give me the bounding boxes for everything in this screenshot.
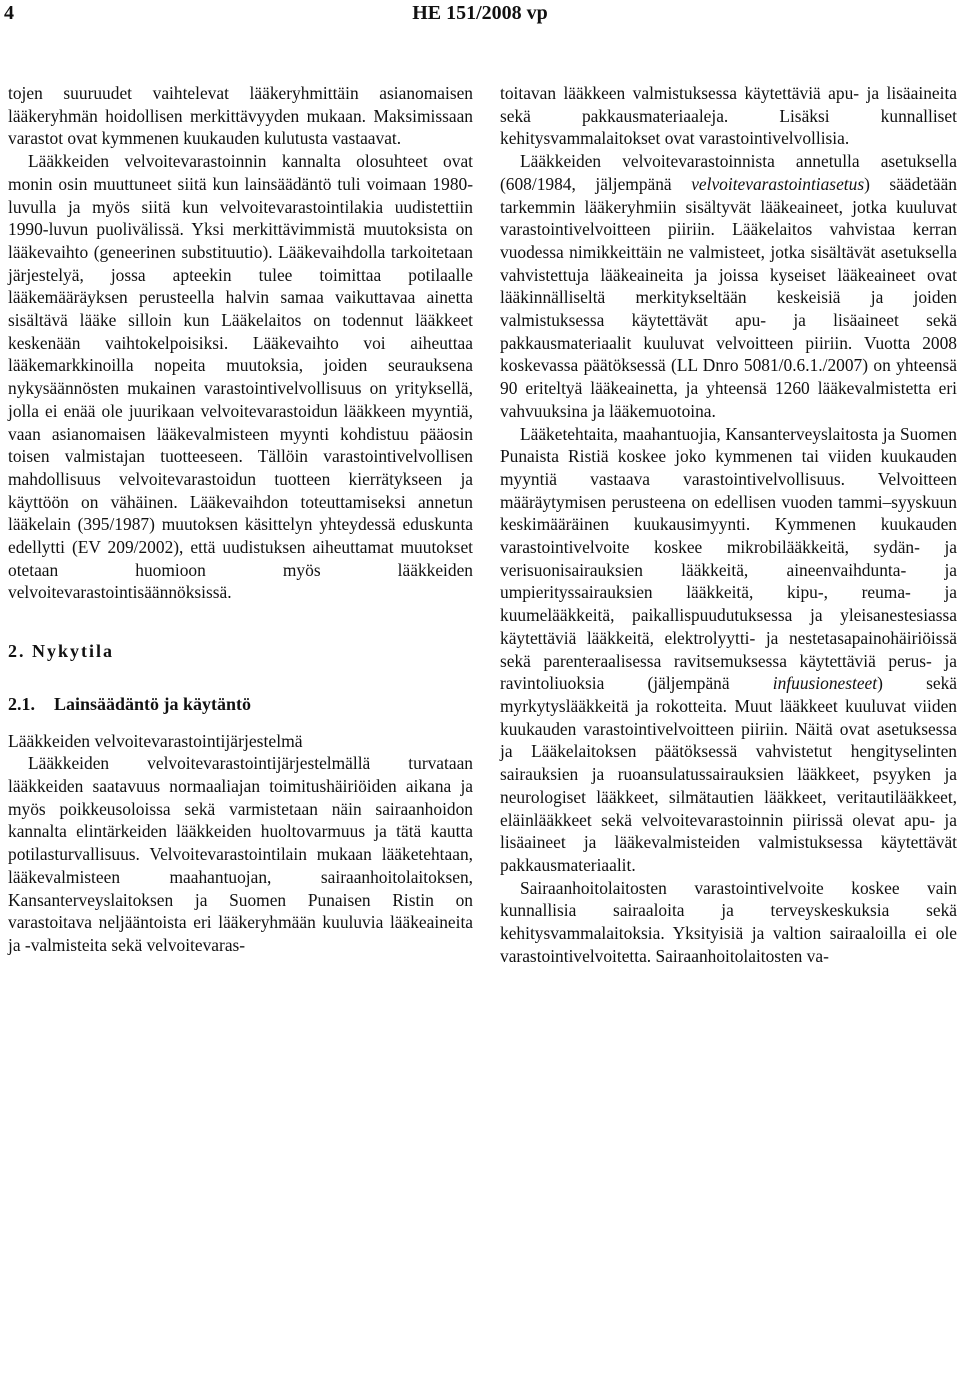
- section-heading: 2. Nykytila: [8, 641, 115, 662]
- paragraph: Lääkkeiden velvoitevarastointijärjestelmällä turvataan lääkkeiden saatavuus normaaliajan toimitushäiriöiden aikana ja myös poikkeusoloissa sekä varmistetaan näin sairaanhoidon kannalta elintärkeiden lääkkeiden huoltovarmuus ja tätä kautta potilasturvallisuus. Velvoitevarastointilain mukaan lääketehtaan, lääkevalmisteen maahantuojan, sairaanhoitolaitoksen, Kansanterveyslaitoksen ja Suomen Punaisen Ristin on varastoitava neljääntoista eri lääkeryhmään kuuluvia lääkeaineita ja -valmisteita sekä velvoitevaras-: [8, 753, 473, 955]
- paragraph: [500, 150, 957, 422]
- left-column: [8, 82, 473, 957]
- paragraph: tojen suuruudet vaihtelevat lääkeryhmittäin asianomaisen lääkeryhmän hoidollisen merkittävyyden mukaan. Maksimissaan varastot ovat kymmenen kuukauden kulutusta vastaavat.: [8, 83, 473, 149]
- text-run: Lääkkeiden velvoitevarastoinnista annetulla asetuksella (608/1984, jäljempänä: [500, 151, 957, 194]
- text-run: ) sekä myrkytyslääkkeitä ja rokotteita. Muut lääkkeet kuuluvat viiden kuukauden varastointivelvoitteen piiriin. Näitä ovat asetuksessa ja Lääkelaitoksen päätöksessä vahvistetut hengityselinten sairauksien ja ruoansulatussairauksien lääkkeet, psyyken ja neurologiset lääkkeet, silmätautien lääkkeet, veritautilääkkeet, eläinlääkkeet sekä velvoitevarastoinnin piirissä olevat apu- ja lisäaineet ja lääkevalmisteiden valmistuksessa käytettävät pakkausmateriaalit.: [500, 673, 957, 875]
- emphasis-term: infuusionesteet: [772, 673, 878, 694]
- subsubsection-heading: Lääkkeiden velvoitevarastointijärjestelmä: [8, 730, 303, 751]
- text-run: Lääketehtaita, maahantuojia, Kansanterveyslaitosta ja Suomen Punaista Ristiä koskee joko kymmenen tai viiden kuukauden myyntiä vastaava varastointivelvollisuus. Velvoitteen määräytymisen perusteena on edellisen vuoden tammi–syyskuun keskimääräinen kuukausimyynti. Kymmenen kuukauden varastointivelvoite koskee mikrobilääkkeitä, sydän- ja verisuonisairauksien lääkkeitä, aineenvaihdunta- ja umpierityssairauksien lääkkeitä, kipu-, reuma- ja kuumelääkkeitä, paikallispuudutuksessa ja yleisanestesiassa käytettäviä lääkkeitä, elektrolyytti- ja nestetasapainohäiriöissä sekä parenteraalisessa ravitsemuksessa käytettäviä perus- ja ravintoliuoksia (jäljempänä: [500, 423, 957, 694]
- right-column: [500, 82, 957, 967]
- subsection-title: Lainsäädäntö ja käytäntö: [54, 693, 252, 714]
- paragraph: [500, 423, 957, 877]
- page-number: 4: [4, 2, 14, 24]
- paragraph: Sairaanhoitolaitosten varastointivelvoite koskee vain kunnallisia sairaaloita ja terveyskeskuksia sekä kehitysvammalaitoksia. Yksityisiä ja valtion sairaaloilla ei ole varastointivelvoitetta. Sairaanhoitolaitosten va-: [500, 877, 957, 966]
- page-header: [0, 0, 960, 36]
- paragraph: toitavan lääkkeen valmistuksessa käytettäviä apu- ja lisäaineita sekä pakkausmateriaaleja. Lisäksi kunnalliset kehitysvammalaitokset ovat varastointivelvollisia.: [500, 83, 957, 149]
- paragraph: Lääkkeiden velvoitevarastoinnin kannalta olosuhteet ovat monin osin muuttuneet siitä kun lainsäädäntö tuli voimaan 1980-luvulla ja myös siitä kun velvoitevarastointilakia uudistettiin 1990-luvun puolivälissä. Yksi merkittävimmistä muutoksista on lääkevaihto (geneerinen substituutio). Lääkevaihdolla tarkoitetaan järjestelyä, jossa apteekin tulee toimittaa potilaalle lääkemääräyksen perusteella halvin samaa vaikuttavaa ainetta sisältävä lääke silloin kun Lääkelaitos on todennut lääkkeet keskenään vaihtokelpoisiksi. Lääkevaihto voi aiheuttaa lääkemarkkinoilla nopeita muutoksia, joiden seurauksena nykysäännösten mukainen varastointivelvollisuus on yrityksellä, jolla ei enää ole juurikaan velvoitevarastoidun lääkkeen myyntiä, vaan asianomaisen lääkevalmisteen myynti kohdistuu pääosin toisen valmistajan tuotteeseen. Tällöin varastointivelvollisen mahdollisuus velvoitevarastoidun tuotteen kierrätykseen ja käyttöön on vähäinen. Lääkevaihdon toteuttamiseksi annetun lääkelain (395/1987) muutoksen käsittelyn yhteydessä eduskunta edellytti (EV 209/2002), että uudistuksen aiheuttamat muutokset otetaan huomioon myös lääkkeiden velvoitevarastointisäännöksissä.: [8, 151, 473, 603]
- emphasis-term: velvoitevarastointiasetus: [691, 173, 865, 194]
- document-id: HE 151/2008 vp: [412, 2, 548, 24]
- subsection-heading: [8, 693, 473, 716]
- subsection-number: 2.1.: [8, 693, 35, 714]
- text-run: ) säädetään tarkemmin lääkeryhmiin sisältyvät lääkeaineet, jotka kuuluvat varastointivelvoitteen piiriin. Lääkelaitos vahvistaa kerran vuodessa nimikkeittäin ne valmisteet, jotka sisältävät asetuksella vahvistettuja lääkeaineita ja joissa kyseiset lääkeaineet ovat lääkinnälliseltä merkitykseltään keskeisiä ja joiden valmistuksessa käytettävät apu- ja lisäaineet sekä pakkausmateriaalit kuuluvat velvoitteen piiriin. Vuotta 2008 koskevassa päätöksessä (LL Dnro 5081/0.6.1./2007) on yhteensä 90 eriteltyä lääkeainetta, ja yhteensä 1260 lääkevalmistetta eri vahvuuksina ja lääkemuotoina.: [500, 173, 957, 421]
